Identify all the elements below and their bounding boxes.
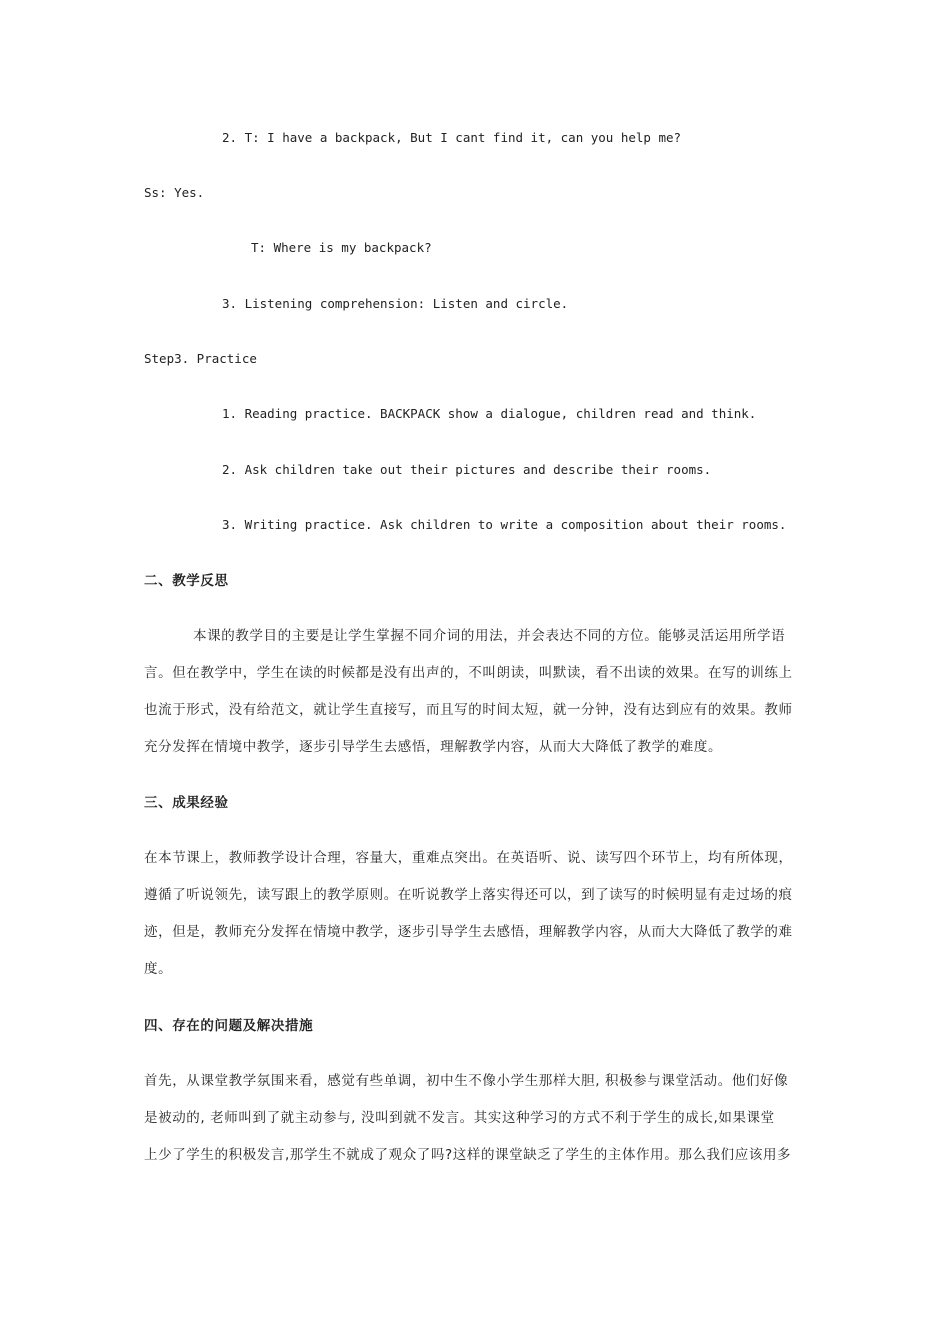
paragraph-line: 度。 (144, 961, 173, 977)
paragraph-line: 言。但在教学中，学生在读的时候都是没有出声的，不叫朗读，叫默读，看不出读的效果。在写的训练上 (144, 665, 793, 681)
dialogue-line-students-yes: Ss: Yes. (144, 185, 205, 200)
paragraph-line: 迹，但是，教师充分发挥在情境中教学，逐步引导学生去感悟，理解教学内容，从而大大降低了教学的难 (144, 924, 793, 940)
step3-title: Step3. Practice (144, 351, 257, 366)
practice-item-1: 1. Reading practice. BACKPACK show a dialogue, children read and think. (222, 406, 757, 421)
paragraph-line: 遵循了听说领先，读写跟上的教学原则。在听说教学上落实得还可以，到了读写的时候明显有走过场的痕 (144, 887, 793, 903)
section-heading-problems-solutions: 四、存在的问题及解决措施 (144, 1018, 314, 1034)
paragraph-line: 在本节课上，教师教学设计合理，容量大，重难点突出。在英语听、说、读写四个环节上，均有所体现， (144, 850, 793, 866)
paragraph-line: 充分发挥在情境中教学，逐步引导学生去感悟，理解教学内容，从而大大降低了教学的难度。 (144, 739, 723, 755)
paragraph-line: 也流于形式，没有给范文，就让学生直接写，而且写的时间太短，就一分钟，没有达到应有的效果。教师 (144, 702, 793, 718)
paragraph-line: 首先，从课堂教学氛围来看，感觉有些单调，初中生不像小学生那样大胆, 积极参与课堂活动。他们好像 (144, 1073, 789, 1089)
paragraph-line: 本课的教学目的主要是让学生掌握不同介词的用法，并会表达不同的方位。能够灵活运用所学语 (193, 628, 786, 644)
paragraph-line: 上少了学生的积极发言,那学生不就成了观众了吗?这样的课堂缺乏了学生的主体作用。那么我们应该用多 (144, 1147, 792, 1163)
listening-comprehension-line: 3. Listening comprehension: Listen and circle. (222, 296, 569, 311)
section-heading-results-experience: 三、成果经验 (144, 795, 229, 811)
section-heading-teaching-reflection: 二、教学反思 (144, 573, 229, 589)
dialogue-line-teacher-backpack: 2. T: I have a backpack, But I cant find it, can you help me? (222, 130, 682, 145)
paragraph-line: 是被动的, 老师叫到了就主动参与, 没叫到就不发言。其实这种学习的方式不利于学生的成长,如果课堂 (144, 1110, 775, 1126)
practice-item-3: 3. Writing practice. Ask children to write a composition about their rooms. (222, 517, 787, 532)
dialogue-line-teacher-where: T: Where is my backpack? (251, 240, 432, 255)
practice-item-2: 2. Ask children take out their pictures and describe their rooms. (222, 462, 712, 477)
